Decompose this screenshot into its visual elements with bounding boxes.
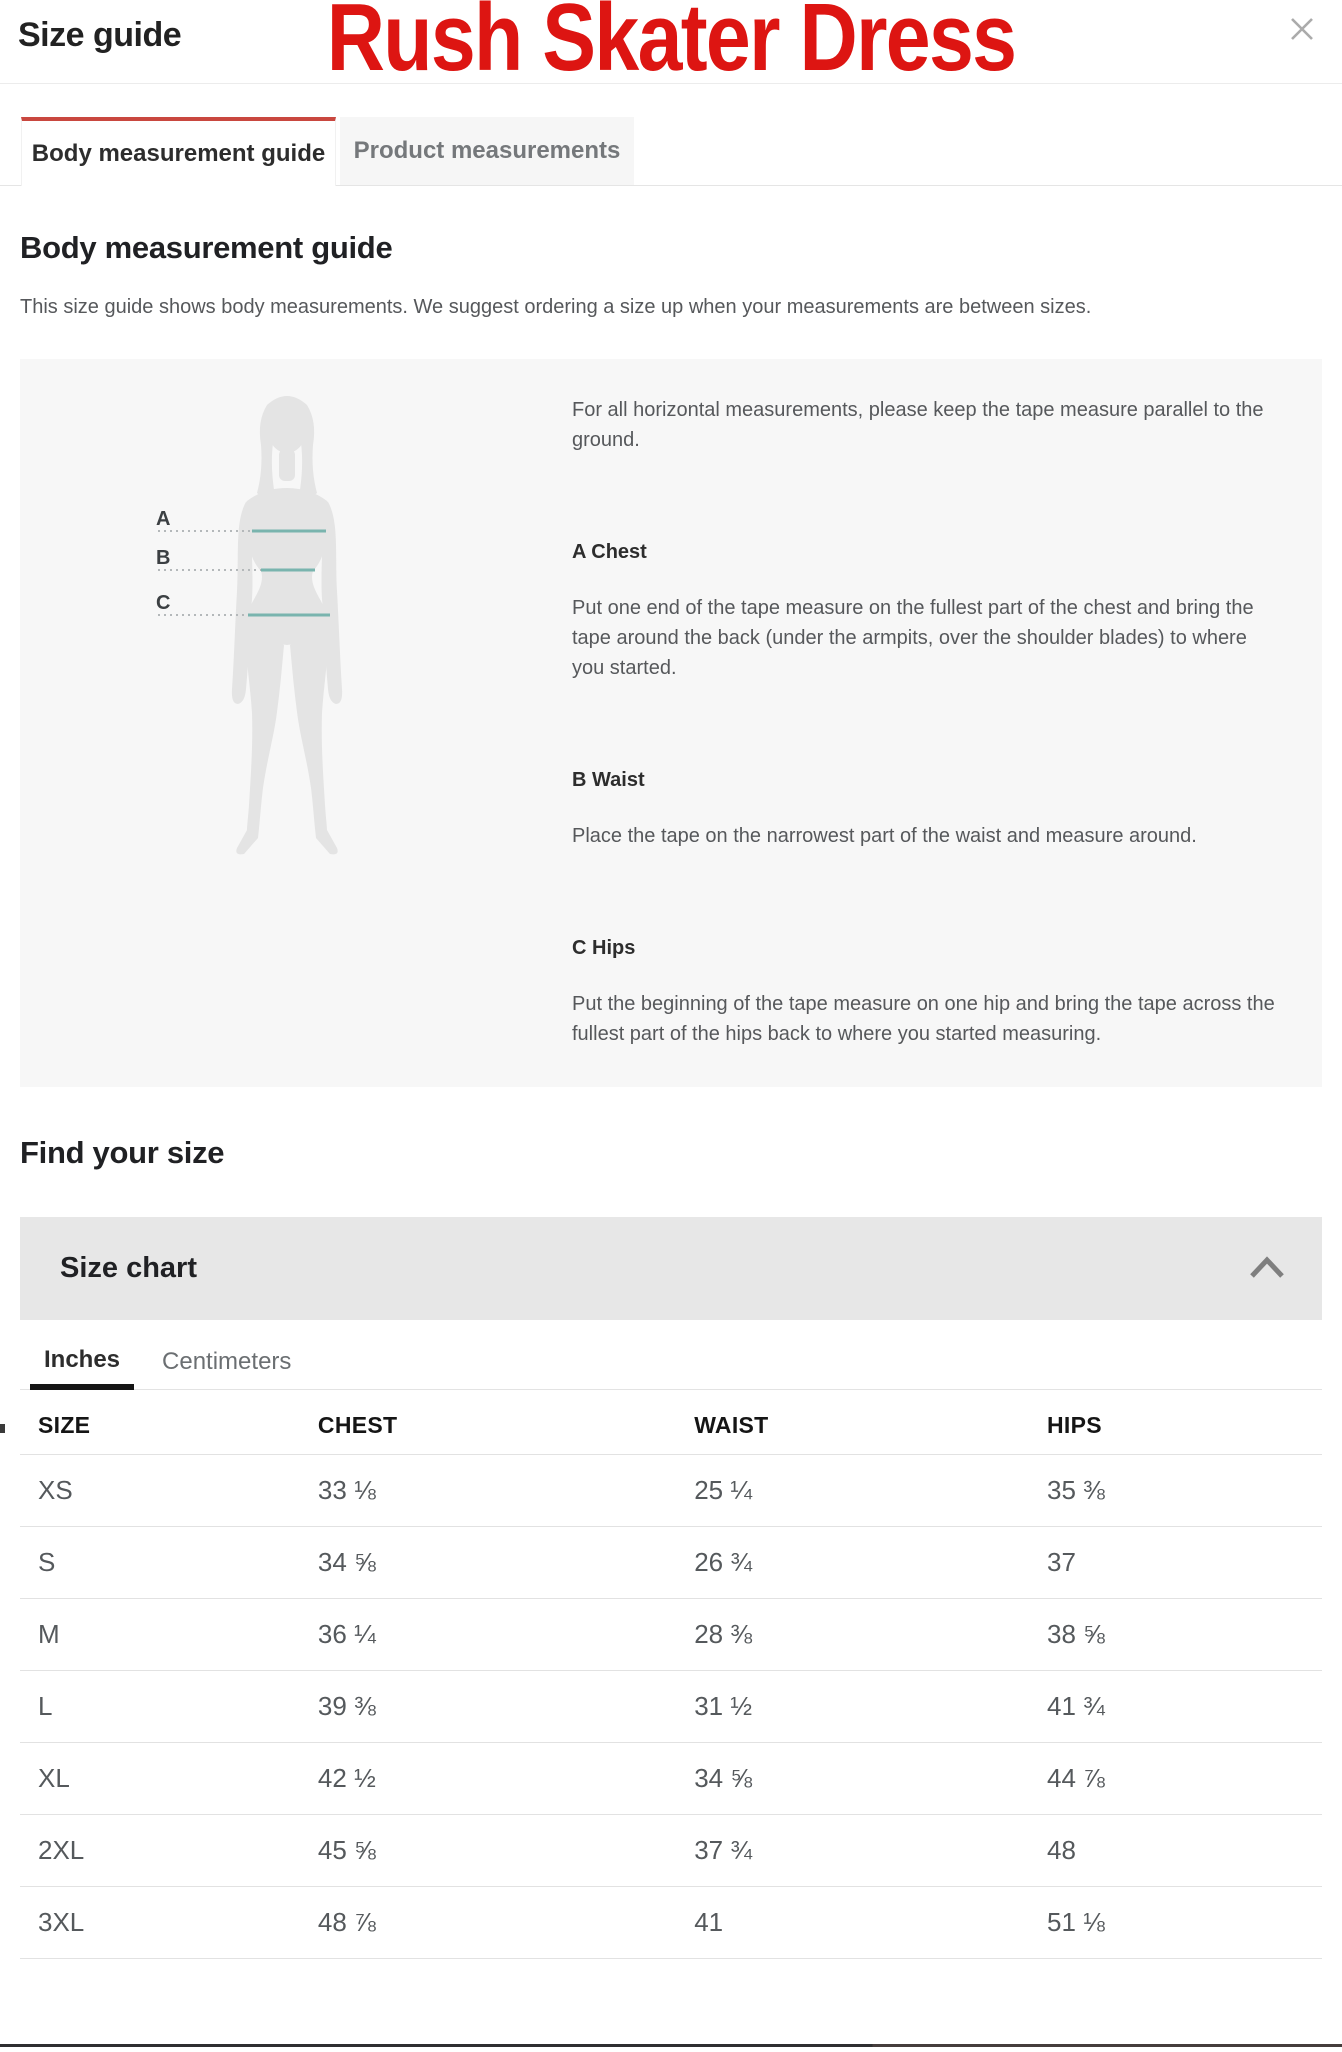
- waist-cell: 41: [676, 1887, 1029, 1959]
- figure-label-a: A: [156, 508, 171, 530]
- table-row: [20, 1527, 1322, 1599]
- waist-section-text: Place the tape on the narrowest part of the waist and measure around.: [572, 825, 1197, 847]
- size-cell: XS: [20, 1455, 300, 1527]
- chest-cell: 45 ⅝: [300, 1815, 676, 1887]
- chest-cell: 48 ⅞: [300, 1887, 676, 1959]
- table-row: [20, 1455, 1322, 1527]
- table-row: [20, 1743, 1322, 1815]
- section-heading-body-guide: Body measurement guide: [20, 230, 393, 265]
- figure-torso: [244, 488, 330, 645]
- tab-product-measurements[interactable]: Product measurements: [340, 117, 634, 185]
- table-header-row: [20, 1402, 1322, 1455]
- left-edge-artifact: [0, 1424, 5, 1433]
- figure-label-c: C: [156, 592, 171, 614]
- hips-cell: 48: [1029, 1815, 1322, 1887]
- size-cell: 3XL: [20, 1887, 300, 1959]
- waist-section-heading: B Waist: [572, 769, 645, 791]
- size-chart-table: [20, 1402, 1322, 1959]
- figure-head: [267, 401, 307, 453]
- find-your-size-heading: Find your size: [20, 1135, 225, 1170]
- waist-cell: 28 ⅜: [676, 1599, 1029, 1671]
- measurement-panel: [20, 359, 1322, 1087]
- hips-section-text: Put the beginning of the tape measure on one hip and bring the tape across the fullest part of the hips back to where you started measuring.: [572, 993, 1275, 1045]
- chest-section-heading: A Chest: [572, 541, 647, 563]
- figure-neck: [279, 449, 295, 481]
- size-chart-accordion-toggle[interactable]: [20, 1217, 1322, 1320]
- unit-tabs: [20, 1335, 1322, 1390]
- waist-cell: 34 ⅝: [676, 1743, 1029, 1815]
- hips-cell: 38 ⅝: [1029, 1599, 1322, 1671]
- column-header-chest: CHEST: [317, 1412, 398, 1438]
- size-cell: 2XL: [20, 1815, 300, 1887]
- hips-section-heading: C Hips: [572, 937, 636, 959]
- guide-tabs: [0, 117, 1342, 186]
- measurement-instructions: [572, 359, 1322, 1087]
- chevron-up-icon: [1244, 1252, 1290, 1285]
- chest-cell: 39 ⅜: [300, 1671, 676, 1743]
- tab-body-measurement-guide[interactable]: Body measurement guide: [21, 117, 336, 186]
- hips-cell: 41 ¾: [1029, 1671, 1322, 1743]
- close-icon: [1286, 13, 1318, 48]
- unit-tab-inches[interactable]: Inches: [30, 1336, 134, 1390]
- modal-content: [0, 230, 1342, 1959]
- size-cell: M: [20, 1599, 300, 1671]
- hips-cell: 44 ⅞: [1029, 1743, 1322, 1815]
- guide-intro-text: This size guide shows body measurements. We suggest ordering a size up when your measurements are between sizes.: [20, 296, 1092, 318]
- chest-cell: 36 ¼: [300, 1599, 676, 1671]
- table-row: [20, 1599, 1322, 1671]
- chest-cell: 42 ½: [300, 1743, 676, 1815]
- modal-header: [0, 0, 1342, 91]
- modal-title: Size guide: [18, 16, 182, 54]
- column-header-hips: HIPS: [1047, 1412, 1102, 1438]
- measurement-note: For all horizontal measurements, please keep the tape measure parallel to the ground.: [572, 399, 1264, 451]
- size-cell: S: [20, 1527, 300, 1599]
- size-chart-label: Size chart: [60, 1252, 197, 1284]
- chest-cell: 34 ⅝: [300, 1527, 676, 1599]
- waist-cell: 37 ¾: [676, 1815, 1029, 1887]
- waist-cell: 26 ¾: [676, 1527, 1029, 1599]
- hips-cell: 51 ⅛: [1029, 1887, 1322, 1959]
- figure-label-b: B: [156, 547, 171, 569]
- unit-tab-centimeters[interactable]: Centimeters: [162, 1348, 292, 1375]
- hips-cell: 37: [1029, 1527, 1322, 1599]
- body-figure-area: [20, 359, 572, 1087]
- bottom-section-divider: [0, 2044, 1342, 2047]
- column-header-waist: WAIST: [694, 1412, 769, 1438]
- body-figure-illustration: [20, 359, 572, 1087]
- column-header-size: SIZE: [38, 1412, 91, 1438]
- hips-cell: 35 ⅜: [1029, 1455, 1322, 1527]
- table-row: [20, 1887, 1322, 1959]
- waist-cell: 31 ½: [676, 1671, 1029, 1743]
- size-cell: XL: [20, 1743, 300, 1815]
- waist-cell: 25 ¼: [676, 1455, 1029, 1527]
- table-row: [20, 1815, 1322, 1887]
- product-title: Rush Skater Dress: [326, 0, 1016, 91]
- close-button[interactable]: [1282, 10, 1322, 50]
- chest-section-text: Put one end of the tape measure on the fullest part of the chest and bring the tape around the back (under the armpits, over the shoulder blades) to where you started.: [572, 597, 1254, 679]
- chest-cell: 33 ⅛: [300, 1455, 676, 1527]
- size-cell: L: [20, 1671, 300, 1743]
- table-row: [20, 1671, 1322, 1743]
